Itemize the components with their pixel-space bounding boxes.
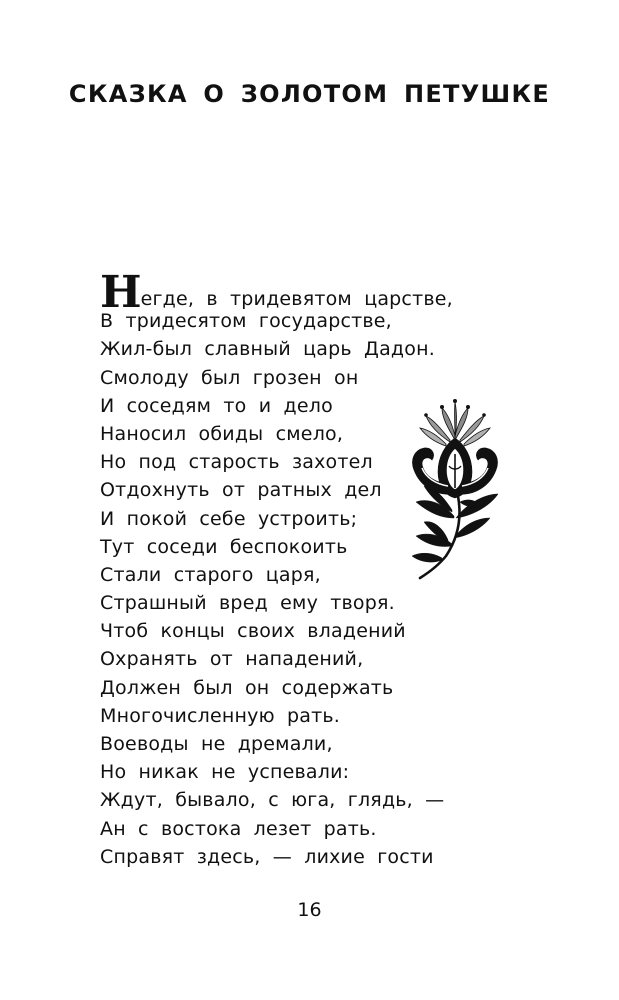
poem-line: Наносил обиды смело, <box>100 422 344 445</box>
poem-line: Воеводы не дремали, <box>100 733 333 755</box>
poem-line: Смолоду был грозен он <box>100 366 359 389</box>
poem-line: Жил-был славный царь Дадон. <box>100 338 435 361</box>
poem-line: Но никак не успевали: <box>100 761 350 784</box>
poem-line: И соседям то и дело <box>100 394 333 417</box>
poem-line: Ждут, бывало, с юга, глядь, — <box>100 789 445 812</box>
drop-cap: Н <box>100 267 140 318</box>
poem-line: Охранять от нападений, <box>100 648 364 671</box>
poem-line-first <box>100 267 460 318</box>
poem-line: Ан с востока лезет рать. <box>100 817 377 840</box>
poem-line: Тут соседи беспокоить <box>100 535 348 558</box>
poem-line: Но под старость захотел <box>100 451 373 474</box>
page-title: СКАЗКА О ЗОЛОТОМ ПЕТУШКЕ <box>68 80 551 108</box>
poem-line: Должен был он содержать <box>100 676 394 699</box>
poem-line: Стали старого царя, <box>100 563 321 586</box>
poem-line: Многочисленную рать. <box>100 704 341 727</box>
poem-line: И покой себе устроить; <box>100 507 358 530</box>
poem-line: Страшный вред ему творя. <box>100 592 395 615</box>
poem-line: Чтоб концы своих владений <box>100 620 406 643</box>
page-number: 16 <box>297 899 322 921</box>
folk-flower-icon <box>402 398 507 580</box>
poem-line: В тридесятом государстве, <box>100 310 392 333</box>
poem-line: Справят здесь, — лихие гости <box>100 845 434 868</box>
poem-line-first-rest: егде, в тридевятом царстве, <box>140 288 453 310</box>
poem-line: Отдохнуть от ратных дел <box>100 479 382 502</box>
